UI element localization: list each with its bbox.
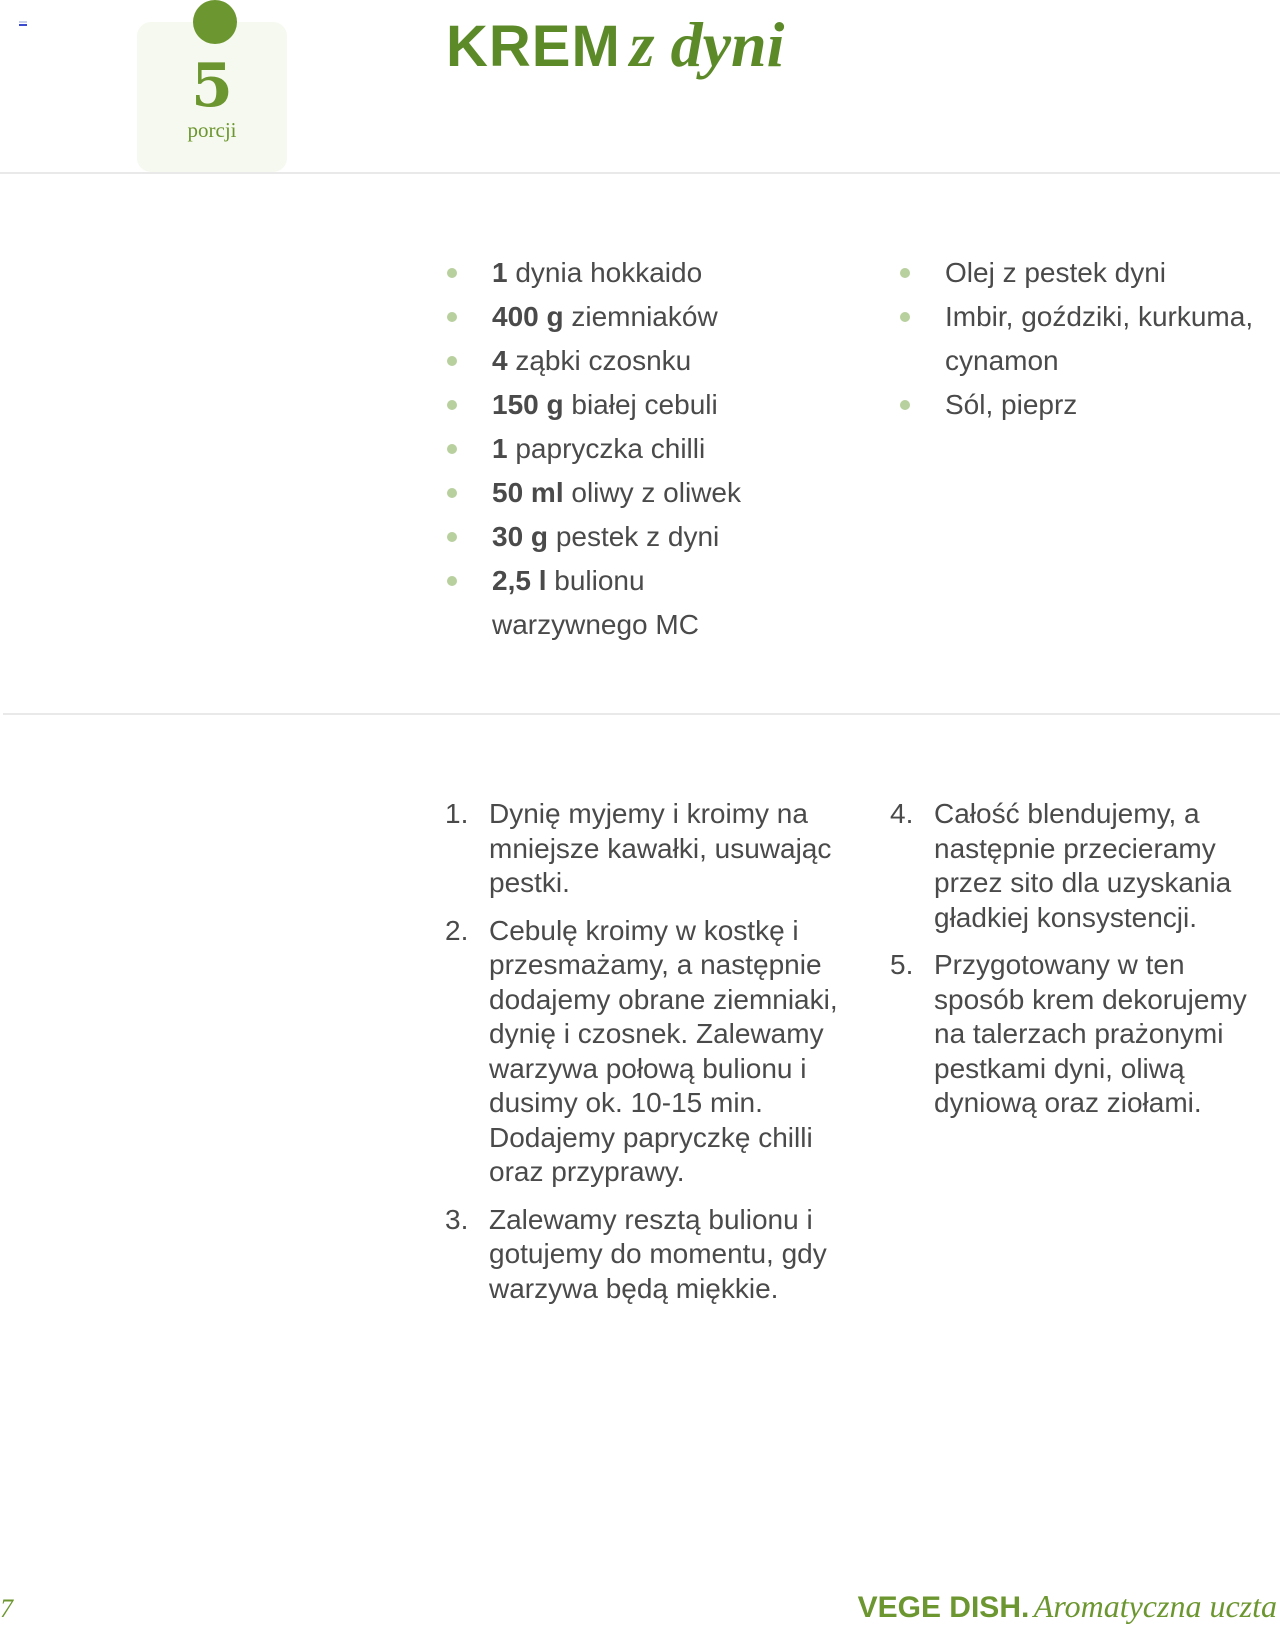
ingredient-quantity: 1 (492, 257, 508, 288)
ingredient-quantity: 400 g (492, 301, 564, 332)
bullet-dot-icon (900, 268, 910, 278)
step-number: 4. (890, 798, 914, 829)
recipe-title (446, 8, 784, 82)
ingredient-item (447, 251, 847, 295)
ingredient-name: ząbki czosnku (515, 345, 692, 376)
bullet-dot-icon (447, 400, 457, 410)
ingredient-name: ziemniaków (571, 301, 718, 332)
ingredient-item (447, 383, 847, 427)
ingredient-name: białej cebuli (571, 389, 718, 420)
step-number: 5. (890, 949, 914, 980)
bullet-dot-icon (447, 444, 457, 454)
language-flag-icon[interactable] (19, 21, 27, 26)
ingredient-item (447, 515, 847, 559)
step-item (890, 948, 1280, 1121)
bullet-dot-icon (447, 356, 457, 366)
ingredient-name: dynia hokkaido (515, 257, 703, 288)
bullet-dot-icon (447, 312, 457, 322)
steps-list-left (445, 797, 845, 1319)
ingredient-name: bulionu warzywnego MC (492, 565, 699, 640)
ingredients-list-right (900, 251, 1280, 427)
step-item (445, 914, 845, 1190)
step-item (445, 1203, 845, 1307)
servings-number: 5 (191, 51, 233, 121)
footer-brand-main: VEGE DISH. (857, 1591, 1030, 1624)
servings-unit: porcji (187, 118, 237, 142)
ingredient-item (447, 295, 847, 339)
ingredient-quantity: 150 g (492, 389, 564, 420)
step-number: 1. (445, 798, 469, 829)
ingredient-name: pestek z dyni (555, 521, 720, 552)
step-item (445, 797, 845, 901)
ingredient-quantity: 50 ml (492, 477, 564, 508)
ingredient-name: papryczka chilli (515, 433, 706, 464)
ingredient-quantity: 1 (492, 433, 508, 464)
ingredient-name: oliwy z oliwek (571, 477, 741, 508)
ingredient-quantity: 2,5 l (492, 565, 547, 596)
step-text: Przygotowany w ten sposób krem dekorujemy na talerzach prażonymi pestkami dyni, oliwą dyniową oraz ziołami. (934, 949, 1247, 1118)
ingredient-item (447, 427, 847, 471)
bullet-dot-icon (447, 532, 457, 542)
step-number: 2. (445, 914, 469, 946)
ingredient-quantity: 30 g (492, 521, 549, 552)
recipe-title-sub: z dyni (629, 9, 785, 80)
step-text: Cebulę kroimy w kostkę i przesmażamy, a następnie dodajemy obrane ziemniaki, dynię i czosnek. Zalewamy warzywa połową bulionu i dusimy ok. 10-15 min. Dodajemy papryczkę chilli oraz przyprawy. (489, 914, 838, 1187)
ingredient-quantity: 4 (492, 345, 508, 376)
step-number: 3. (445, 1203, 469, 1235)
bullet-dot-icon (447, 268, 457, 278)
ingredient-item (900, 295, 1280, 383)
step-text: Zalewamy resztą bulionu i gotujemy do momentu, gdy warzywa będą miękkie. (489, 1203, 827, 1304)
ingredient-name: Imbir, goździki, kurkuma, cynamon (945, 301, 1254, 376)
ingredients-list-left (447, 251, 847, 647)
step-text: Całość blendujemy, a następnie przecieramy przez sito dla uzyskania gładkiej konsystencji. (934, 798, 1232, 933)
header-divider (0, 172, 1280, 174)
ingredient-name: Olej z pestek dyni (945, 257, 1166, 288)
ingredient-item (900, 251, 1280, 295)
section-divider (3, 713, 1280, 715)
ingredient-item (447, 559, 847, 647)
bullet-dot-icon (900, 312, 910, 322)
servings-dot-icon (193, 0, 237, 44)
recipe-title-main: KREM (446, 14, 621, 79)
page-number: 7 (0, 1594, 13, 1623)
ingredient-name: Sól, pieprz (945, 389, 1078, 420)
step-item (890, 797, 1280, 935)
step-text: Dynię myjemy i kroimy na mniejsze kawałki, usuwając pestki. (489, 798, 832, 898)
ingredient-item (447, 339, 847, 383)
bullet-dot-icon (447, 576, 457, 586)
ingredient-item (447, 471, 847, 515)
bullet-dot-icon (447, 488, 457, 498)
bullet-dot-icon (900, 400, 910, 410)
steps-list-right (890, 797, 1280, 1134)
footer-brand (858, 1588, 1277, 1625)
footer-brand-sub: Aromatyczna uczta (1033, 1588, 1277, 1624)
ingredient-item (900, 383, 1280, 427)
